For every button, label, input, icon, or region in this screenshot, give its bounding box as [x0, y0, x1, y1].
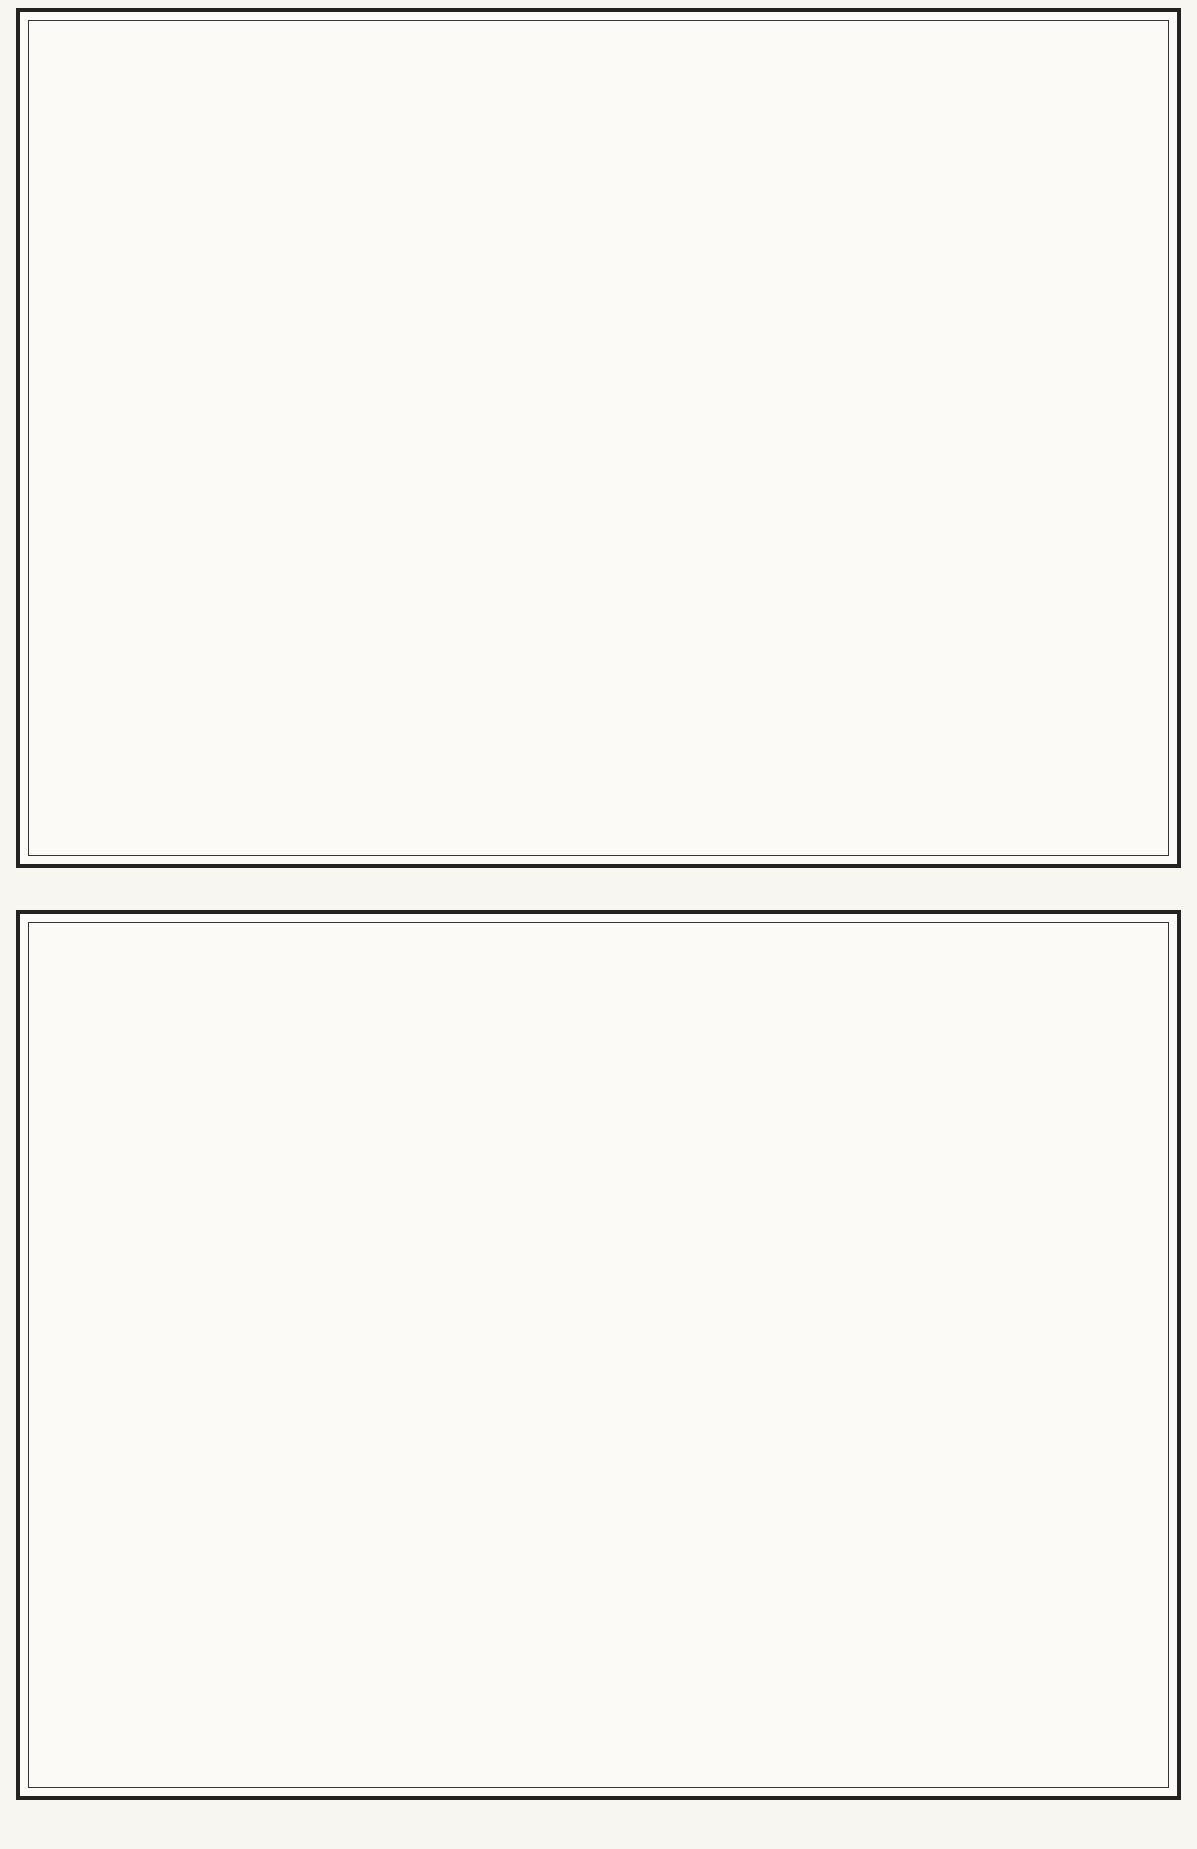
top-page	[16, 8, 1181, 868]
top-page-columns	[28, 20, 1169, 856]
bottom-page-columns	[28, 922, 1169, 1788]
bottom-page	[16, 910, 1181, 1800]
